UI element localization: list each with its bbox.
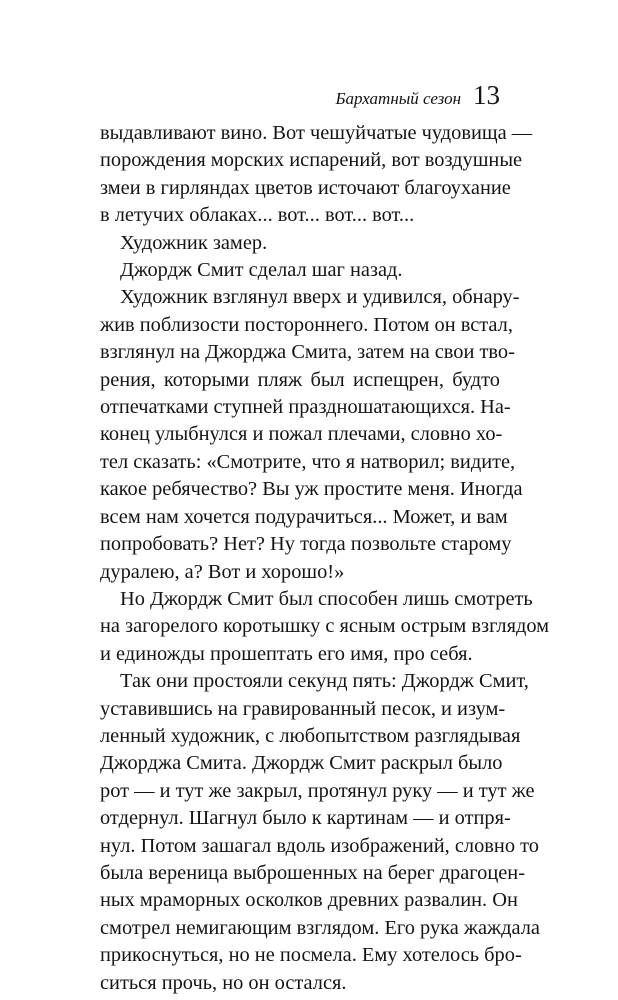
- text-line: Так они простояли секунд пять: Джордж Смит,: [120, 670, 529, 693]
- text-line: какое ребячество? Вы уж простите меня. Иногда: [100, 478, 523, 501]
- text-line: рения, которыми пляж был испещрен, будто: [100, 368, 500, 391]
- text-line: была вереница выброшенных на берег драгоцен-: [100, 861, 526, 884]
- text-line: отдернул. Шагнул было к картинам — и отпря-: [100, 807, 511, 830]
- text-line: Но Джордж Смит был способен лишь смотреть: [120, 587, 533, 610]
- text-line: попробовать? Нет? Ну тогда позвольте старому: [100, 533, 512, 556]
- running-title: Бархатный сезон: [335, 89, 461, 108]
- text-line: тел сказать: «Смотрите, что я натворил; видите,: [100, 450, 516, 473]
- body-text: [100, 120, 550, 997]
- text-line: и единожды прошептать его имя, про себя.: [100, 642, 473, 665]
- text-line: дуралею, а? Вот и хорошо!»: [100, 560, 345, 583]
- page-number: 13: [473, 80, 500, 110]
- text-line: Художник взглянул вверх и удивился, обнару-: [120, 286, 520, 309]
- text-line: всем нам хочется подурачиться... Может, и вам: [100, 505, 508, 528]
- text-line: Джордж Смит сделал шаг назад.: [120, 259, 403, 282]
- running-header: [336, 82, 500, 109]
- text-line: на загорелого коротышку с ясным острым взглядом: [100, 615, 550, 638]
- text-line: жив поблизости постороннего. Потом он встал,: [100, 313, 513, 336]
- text-line: прикоснуться, но не посмела. Ему хотелось бро-: [100, 944, 522, 967]
- text-line: ленный художник, с любопытством разглядывая: [100, 724, 521, 747]
- text-line: выдавливают вино. Вот чешуйчатые чудовища —: [100, 122, 533, 144]
- text-line: в летучих облаках... вот... вот... вот...: [100, 204, 415, 227]
- text-line: конец улыбнулся и пожал плечами, словно хо-: [100, 423, 503, 446]
- text-line: ных мраморных осколков древних развалин. Он: [100, 889, 518, 912]
- text-line: Художник замер.: [120, 231, 268, 254]
- text-line: ситься прочь, но он остался.: [100, 971, 347, 994]
- text-line: Джорджа Смита. Джордж Смит раскрыл было: [100, 752, 503, 775]
- text-line: смотрел немигающим взглядом. Его рука жаждала: [100, 916, 540, 939]
- text-line: змеи в гирляндах цветов источают благоухание: [100, 176, 511, 199]
- text-line: отпечатками ступней праздношатающихся. На-: [100, 396, 511, 419]
- text-line: нул. Потом зашагал вдоль изображений, словно то: [100, 834, 539, 857]
- text-line: взглянул на Джорджа Смита, затем на свои тво-: [100, 341, 515, 364]
- text-line: уставившись на гравированный песок, и изум-: [100, 697, 506, 720]
- text-line: рот — и тут же закрыл, протянул руку — и тут же: [100, 779, 535, 802]
- text-line: порождения морских испарений, вот воздушные: [100, 149, 523, 172]
